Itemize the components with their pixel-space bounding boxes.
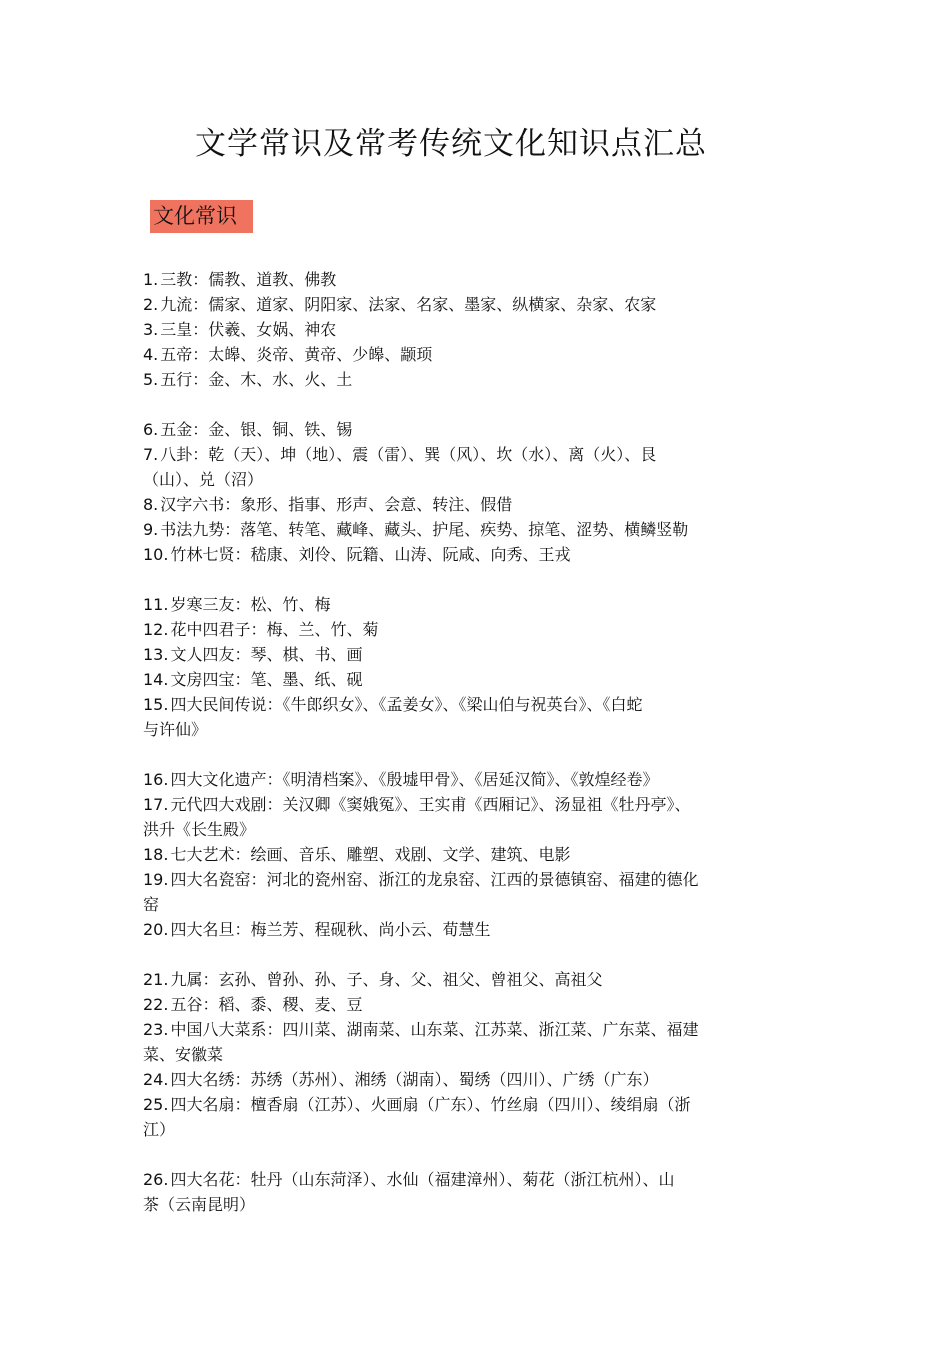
list-item-line <box>143 267 803 292</box>
list-item-line <box>143 367 803 392</box>
list-item <box>143 542 803 567</box>
list-item <box>143 642 803 667</box>
list-item-number: 18. <box>143 845 169 864</box>
list-item-number: 6. <box>143 420 159 439</box>
knowledge-list <box>143 267 803 1217</box>
list-item-text: （山）、兑（沼） <box>143 470 264 489</box>
list-item-number: 1. <box>143 270 159 289</box>
list-item-number: 9. <box>143 520 159 539</box>
list-item-line <box>143 317 803 342</box>
list-item <box>143 992 803 1017</box>
list-item-line <box>143 1192 803 1217</box>
list-item-number: 16. <box>143 770 169 789</box>
list-item-text: 茶（云南昆明） <box>143 1195 256 1214</box>
list-item-text: 四大名绣：苏绣（苏州）、湘绣（湖南）、蜀绣（四川）、广绣（广东） <box>170 1070 659 1089</box>
list-item-text: 三教：儒教、道教、佛教 <box>160 270 337 289</box>
list-item <box>143 1067 803 1092</box>
list-item-text: 七大艺术：绘画、音乐、雕塑、戏剧、文学、建筑、电影 <box>170 845 571 864</box>
list-item-line <box>143 1092 803 1117</box>
list-item-text: 书法九势：落笔、转笔、藏峰、藏头、护尾、疾势、掠笔、涩势、横鳞竖勒 <box>160 520 689 539</box>
list-item-number: 22. <box>143 995 169 1014</box>
list-item <box>143 417 803 442</box>
list-item-text: 中国八大菜系：四川菜、湖南菜、山东菜、江苏菜、浙江菜、广东菜、福建 <box>170 1020 699 1039</box>
list-item-line <box>143 1067 803 1092</box>
list-item-text: 洪升《长生殿》 <box>143 820 256 839</box>
list-item-line <box>143 1017 803 1042</box>
list-item-number: 17. <box>143 795 169 814</box>
list-item <box>143 292 803 317</box>
list-item <box>143 517 803 542</box>
list-item-line <box>143 1042 803 1067</box>
list-item-number: 8. <box>143 495 159 514</box>
list-item-line <box>143 717 803 742</box>
list-item <box>143 842 803 867</box>
list-item <box>143 767 803 792</box>
list-item-text: 四大名瓷窑：河北的瓷州窑、浙江的龙泉窑、江西的景德镇窑、福建的德化 <box>170 870 699 889</box>
list-item-line <box>143 1117 803 1142</box>
list-item-line <box>143 992 803 1017</box>
list-item <box>143 617 803 642</box>
list-item-number: 21. <box>143 970 169 989</box>
list-item-text: 四大名旦：梅兰芳、程砚秋、尚小云、荀慧生 <box>170 920 491 939</box>
list-item-line <box>143 342 803 367</box>
list-item-text: 汉字六书：象形、指事、形声、会意、转注、假借 <box>160 495 513 514</box>
list-item-line <box>143 517 803 542</box>
list-item-number: 24. <box>143 1070 169 1089</box>
list-item <box>143 267 803 292</box>
list-item-number: 7. <box>143 445 159 464</box>
list-item-line <box>143 867 803 892</box>
list-item <box>143 917 803 942</box>
list-item <box>143 317 803 342</box>
list-item-number: 12. <box>143 620 169 639</box>
list-item-text: 五帝：太皞、炎帝、黄帝、少皞、颛顼 <box>160 345 433 364</box>
list-item-line <box>143 292 803 317</box>
list-item-number: 19. <box>143 870 169 889</box>
list-item-text: 四大名扇：檀香扇（江苏）、火画扇（广东）、竹丝扇（四川）、绫绢扇（浙 <box>170 1095 691 1114</box>
list-item-number: 15. <box>143 695 169 714</box>
list-item <box>143 1092 803 1142</box>
list-item-number: 20. <box>143 920 169 939</box>
list-item-number: 25. <box>143 1095 169 1114</box>
list-item-line <box>143 442 803 467</box>
list-item-text: 窑 <box>143 895 160 914</box>
list-item <box>143 1167 803 1217</box>
list-item-text: 五谷：稻、黍、稷、麦、豆 <box>170 995 363 1014</box>
list-item-line <box>143 767 803 792</box>
list-item-line <box>143 417 803 442</box>
list-item <box>143 492 803 517</box>
list-item-line <box>143 792 803 817</box>
list-item-text: 四大民间传说：《牛郎织女》、《孟姜女》、《梁山伯与祝英台》、《白蛇 <box>170 695 643 714</box>
list-item <box>143 592 803 617</box>
list-item-line <box>143 842 803 867</box>
list-item-text: 与许仙》 <box>143 720 208 739</box>
list-item <box>143 792 803 842</box>
list-item <box>143 342 803 367</box>
list-item-line <box>143 1167 803 1192</box>
list-item-text: 四大文化遗产：《明清档案》、《殷墟甲骨》、《居延汉简》、《敦煌经卷》 <box>170 770 659 789</box>
list-item-line <box>143 492 803 517</box>
list-item-line <box>143 667 803 692</box>
list-item-number: 26. <box>143 1170 169 1189</box>
list-item-text: 菜、安徽菜 <box>143 1045 224 1064</box>
list-item-text: 竹林七贤：嵇康、刘伶、阮籍、山涛、阮咸、向秀、王戎 <box>170 545 571 564</box>
list-item-line <box>143 967 803 992</box>
list-item-text: 九属：玄孙、曾孙、孙、子、身、父、祖父、曾祖父、高祖父 <box>170 970 603 989</box>
list-item-number: 2. <box>143 295 159 314</box>
list-item <box>143 967 803 992</box>
list-item-number: 14. <box>143 670 169 689</box>
list-item-text: 花中四君子：梅、兰、竹、菊 <box>170 620 379 639</box>
list-item-number: 11. <box>143 595 169 614</box>
list-item-text: 文房四宝：笔、墨、纸、砚 <box>170 670 363 689</box>
list-item <box>143 867 803 917</box>
list-item-text: 九流：儒家、道家、阴阳家、法家、名家、墨家、纵横家、杂家、农家 <box>160 295 657 314</box>
section-heading-culture: 文化常识 <box>150 200 253 233</box>
list-item <box>143 442 803 492</box>
list-item-line <box>143 467 803 492</box>
list-item-line <box>143 817 803 842</box>
list-item-text: 四大名花：牡丹（山东菏泽）、水仙（福建漳州）、菊花（浙江杭州）、山 <box>170 1170 675 1189</box>
list-item-text: 文人四友：琴、棋、书、画 <box>170 645 363 664</box>
page-title: 文学常识及常考传统文化知识点汇总 <box>195 126 707 162</box>
list-item-text: 岁寒三友：松、竹、梅 <box>170 595 331 614</box>
list-item-number: 10. <box>143 545 169 564</box>
list-item-text: 五金：金、银、铜、铁、锡 <box>160 420 353 439</box>
list-item-text: 八卦：乾（天）、坤（地）、震（雷）、巽（风）、坎（水）、离（火）、艮 <box>160 445 657 464</box>
list-item-number: 4. <box>143 345 159 364</box>
list-item-line <box>143 542 803 567</box>
list-item-line <box>143 892 803 917</box>
list-item <box>143 667 803 692</box>
list-item-text: 江） <box>143 1120 176 1139</box>
list-item-number: 3. <box>143 320 159 339</box>
list-item <box>143 692 803 742</box>
list-item-number: 23. <box>143 1020 169 1039</box>
list-item <box>143 367 803 392</box>
list-item-number: 5. <box>143 370 159 389</box>
list-item-text: 五行：金、木、水、火、土 <box>160 370 353 389</box>
list-item-text: 元代四大戏剧：关汉卿《窦娥冤》、王实甫《西厢记》、汤显祖《牡丹亭》、 <box>170 795 691 814</box>
list-item-line <box>143 692 803 717</box>
list-item-number: 13. <box>143 645 169 664</box>
list-item-line <box>143 617 803 642</box>
list-item <box>143 1017 803 1067</box>
list-item-line <box>143 642 803 667</box>
list-item-line <box>143 917 803 942</box>
list-item-text: 三皇：伏羲、女娲、神农 <box>160 320 337 339</box>
list-item-line <box>143 592 803 617</box>
